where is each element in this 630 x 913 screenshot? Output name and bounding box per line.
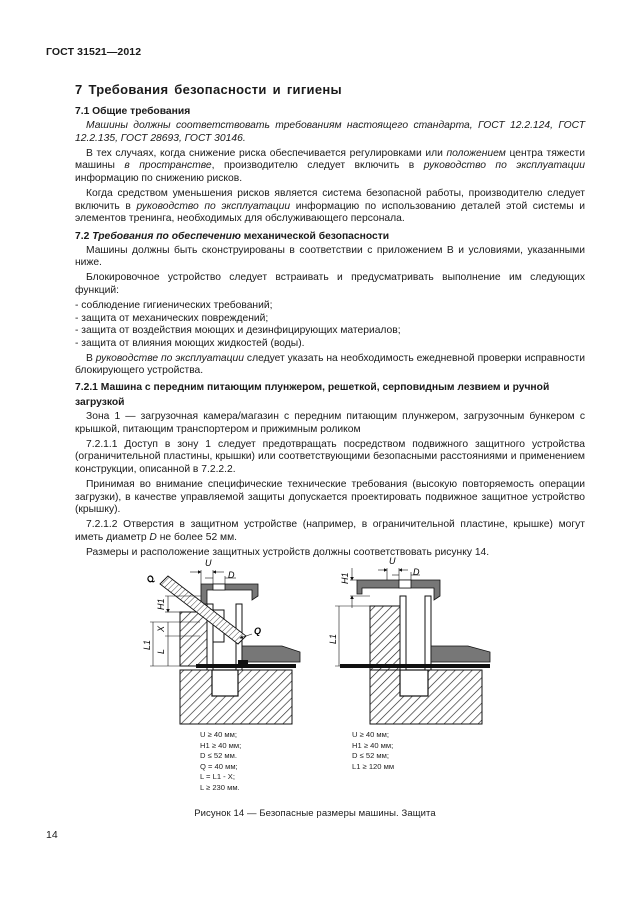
label-h1: H1 <box>156 598 166 610</box>
left-drawing <box>142 558 300 724</box>
list-item: - защита от воздействия моющих и дезинфицирующих материалов; <box>75 325 401 337</box>
legend-right <box>352 730 394 772</box>
paragraph: Машины должны соответствовать требованиям настоящего стандарта, ГОСТ 12.2.124, ГОСТ 12.2.135, ГОСТ 28693, ГОСТ 30146. <box>75 120 585 144</box>
legend-item: D ≤ 52 мм. <box>200 751 237 760</box>
legend-item: U ≥ 40 мм; <box>352 730 389 739</box>
label-x: X <box>156 625 166 632</box>
legend-item: L1 ≥ 120 мм <box>352 761 395 771</box>
figure-caption: Рисунок 14 — Безопасные размеры машины. Защита <box>194 808 436 819</box>
list-item: - защита от влияния моющих жидкостей (воды). <box>75 337 305 349</box>
legend-item: H1 ≥ 40 мм; <box>200 740 242 750</box>
label-l1: L1 <box>328 633 338 644</box>
legend-item: Q = 40 мм; <box>200 761 238 771</box>
paragraph: Машины должны быть сконструированы в соответствии с приложением В и условиями, указанными ниже. <box>75 244 585 269</box>
paragraph: 7.2.1.2 Отверстия в защитном устройстве (например, в ограничительной пластине, крышке) могут иметь диаметр D не более 52 мм. <box>75 519 585 544</box>
legend-item: U ≥ 40 мм; <box>200 730 237 739</box>
paragraph: В тех случаях, когда снижение риска обеспечивается регулировками или положением центра тяжести машины в пространстве, производителю следует включить в руководство по эксплуатации информацию по снижению рисков. <box>75 147 585 184</box>
legend-item: L = L1 - X; <box>200 772 235 781</box>
label-l: L <box>156 648 166 654</box>
legend-item: L ≥ 230 мм. <box>200 782 240 792</box>
paragraph: В руководстве по эксплуатации следует указать на необходимость ежедневной проверки исправности блокирующего устройства. <box>75 352 585 377</box>
legend-left <box>200 730 241 793</box>
paragraph: Когда средством уменьшения рисков является система безопасной работы, производителю следует включить в руководство по эксплуатации информацию по использованию деталей этой системы и элементов тренинга, необходимых для обслуживающего персонала. <box>75 187 586 225</box>
label-l1: L1 <box>142 639 152 650</box>
subsection-heading-7-1: 7.1 Общие требования <box>75 106 191 117</box>
paragraph: Принимая во внимание специфические технические требования (высокую повторяемость операции загрузки), в качестве управляемой защиты допускается проектировать подвижное защитное устройство (крышку). <box>75 479 585 516</box>
label-d: D <box>413 567 420 577</box>
page-number: 14 <box>46 829 58 841</box>
document-header: ГОСТ 31521—2012 <box>46 46 142 58</box>
label-q-right: Q <box>254 626 262 636</box>
list-item: - защита от механических повреждений; <box>75 312 269 324</box>
paragraph: Размеры и расположение защитных устройств должны соответствовать рисунку 14. <box>86 547 490 559</box>
section-title: 7 Требования безопасности и гигиены <box>75 82 342 97</box>
paragraph: 7.2.1.1 Доступ в зону 1 следует предотвращать посредством подвижного защитного устройства (ограничительной пластины, крышки) или соответствующими безопасными расстояниями и применением конструкции, описанной в 7.2.2.2. <box>75 438 585 476</box>
right-drawing <box>328 556 490 724</box>
legend-item: D ≤ 52 мм; <box>352 751 389 760</box>
document-body <box>75 82 585 562</box>
label-u: U <box>205 558 212 568</box>
label-u: U <box>389 556 396 566</box>
label-q-top: Q <box>144 573 157 586</box>
list-item: - соблюдение гигиенических требований; <box>75 300 273 312</box>
legend-item: H1 ≥ 40 мм; <box>352 740 394 750</box>
figure-14-drawings <box>0 548 630 728</box>
subsection-heading-7-2-1: 7.2.1 Машина с передним питающим плунжером, решеткой, серповидным лезвием и ручной загрузкой <box>75 382 550 409</box>
label-h1: H1 <box>340 572 350 584</box>
label-d: D <box>228 570 235 580</box>
paragraph: Зона 1 — загрузочная камера/магазин с передним питающим плунжером, загрузочным бункером с крышкой, питающим транспортером и прижимным роликом <box>75 411 585 435</box>
subsection-heading-7-2: 7.2 Требования по обеспечению механической безопасности <box>75 230 390 242</box>
function-list <box>75 300 585 350</box>
paragraph: Блокировочное устройство следует встраивать и предусматривать выполнение им следующих функций: <box>75 272 585 297</box>
